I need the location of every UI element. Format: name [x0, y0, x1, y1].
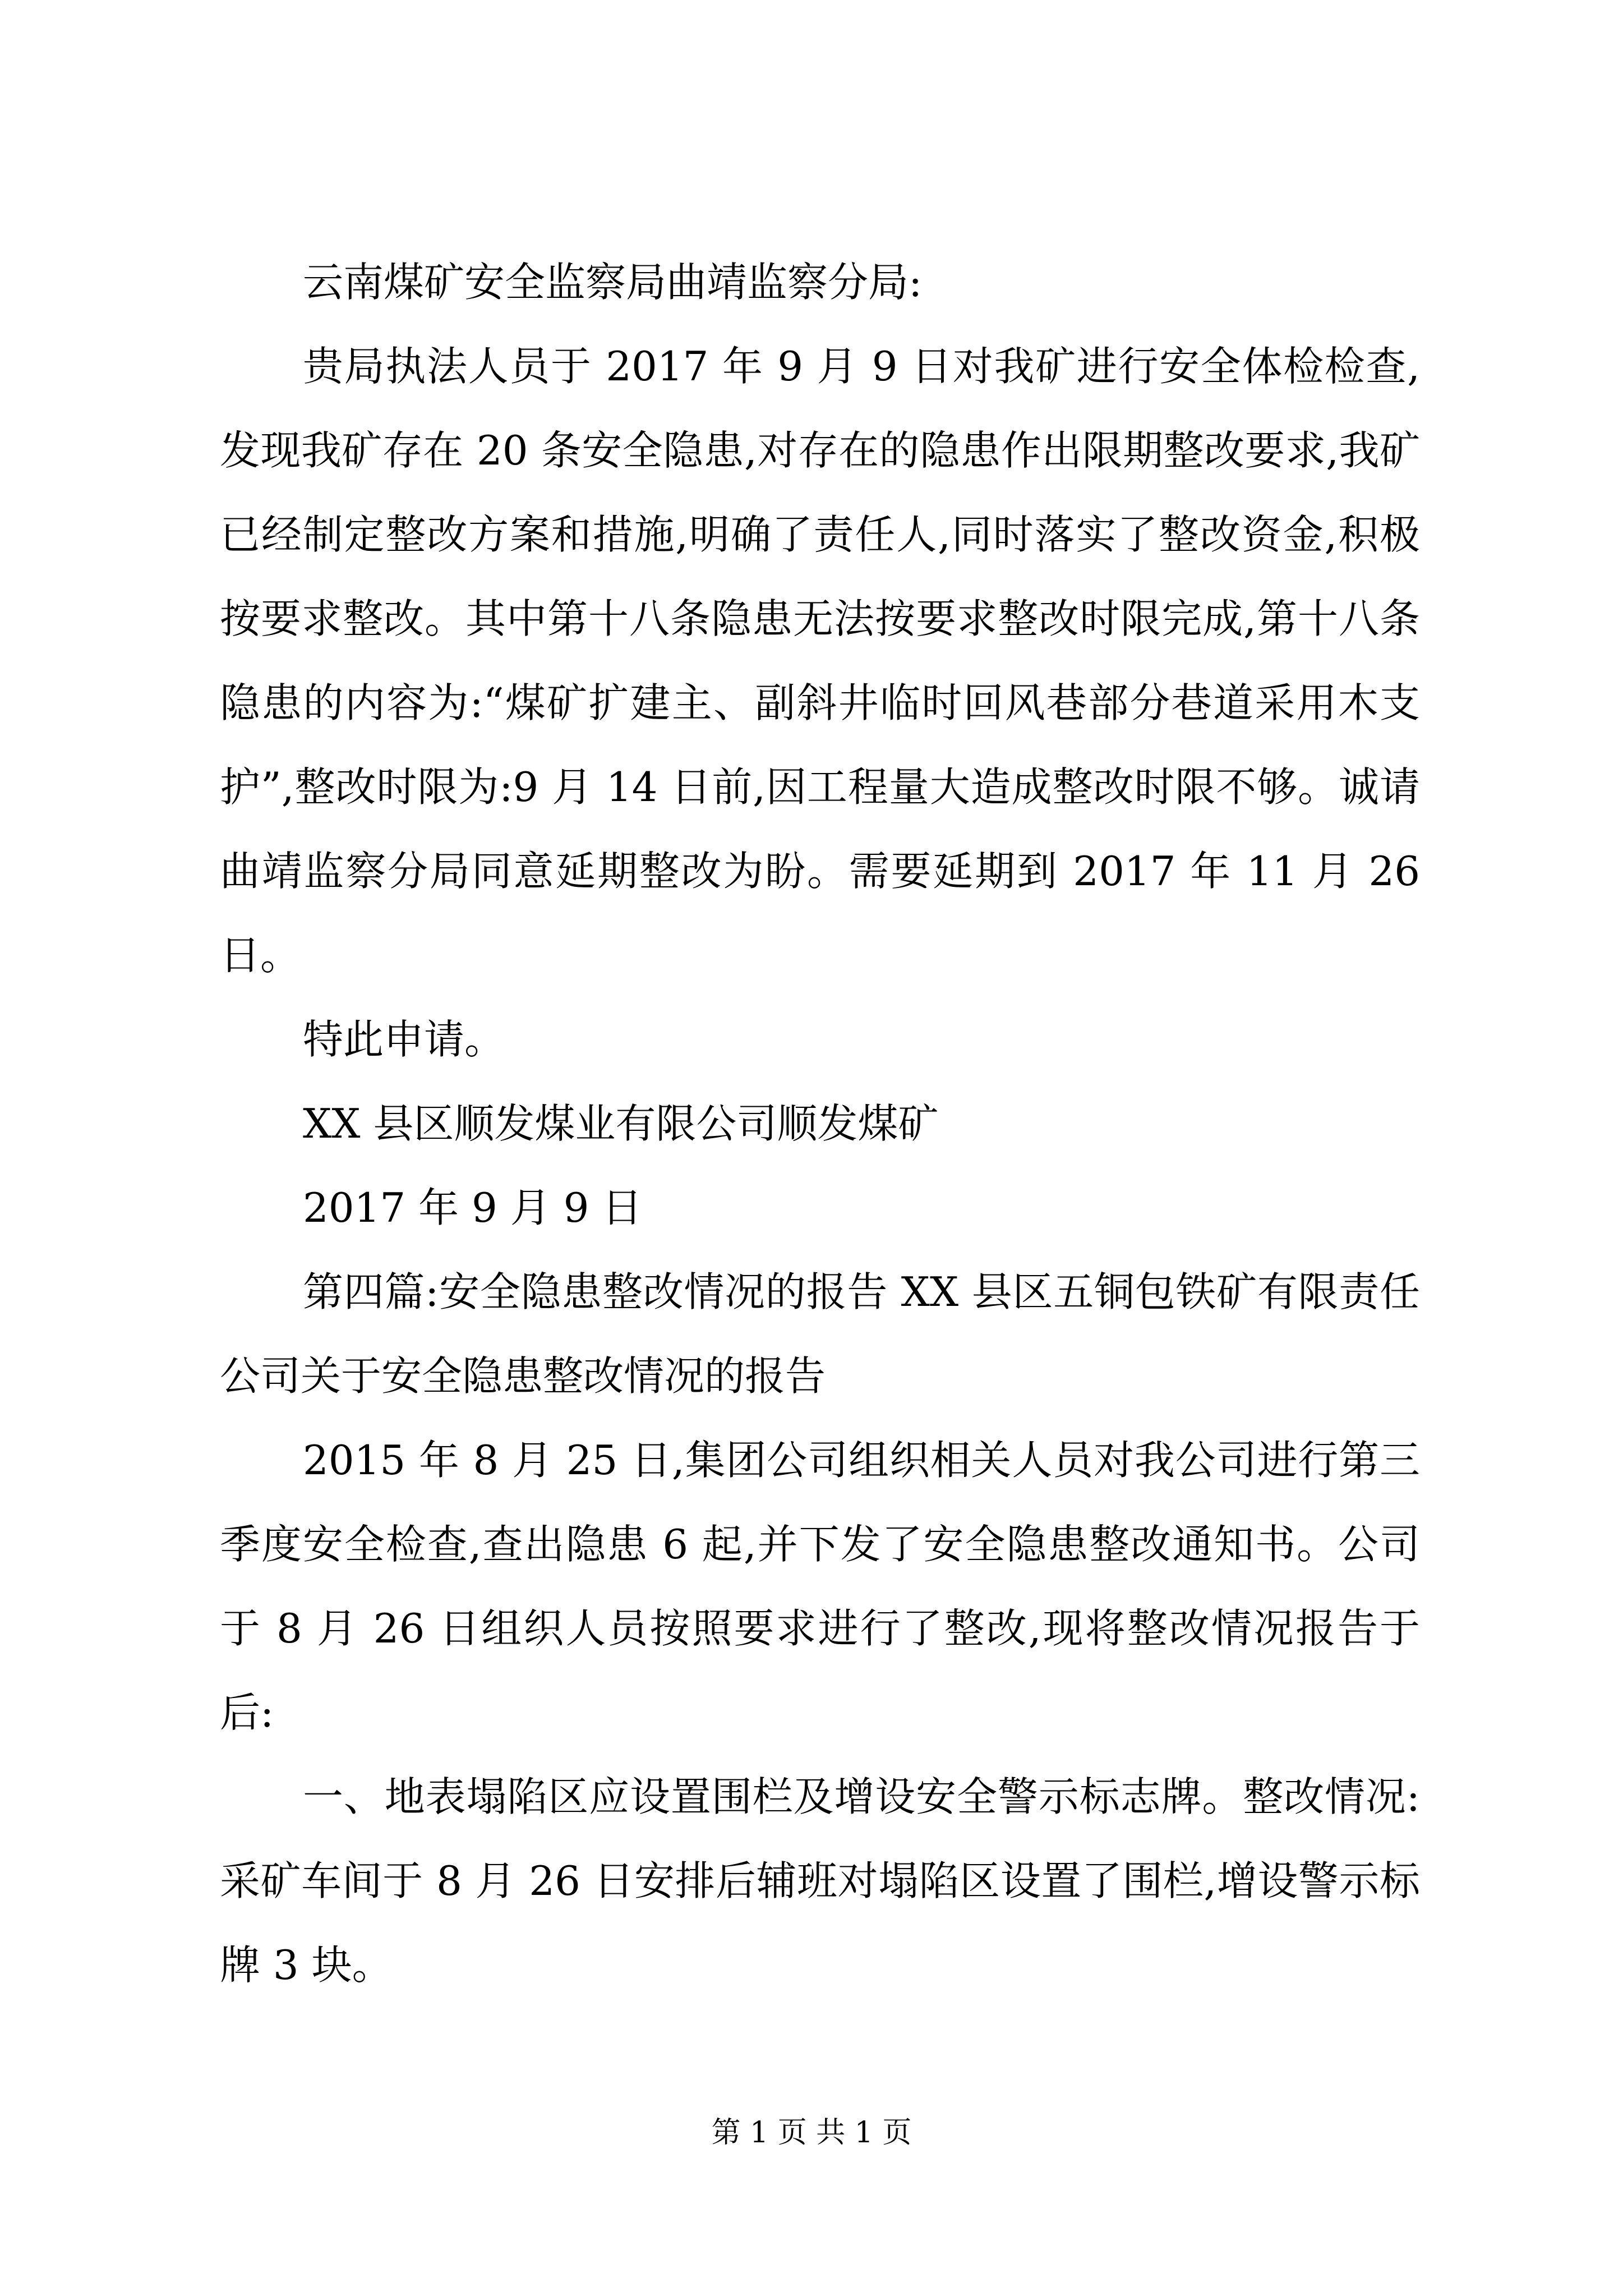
signature-date: 2017 年 9 月 9 日	[303, 1184, 643, 1231]
page-footer: 第 1 页 共 1 页	[711, 2116, 912, 2150]
salutation: 云南煤矿安全监察局曲靖监察分局:	[303, 259, 923, 306]
section-heading: 第四篇:安全隐患整改情况的报告 XX 县区五铜包铁矿有限责任公司关于安全隐患整改情况的报告	[220, 1268, 1420, 1400]
paragraph-item-one: 一、地表塌陷区应设置围栏及增设安全警示标志牌。整改情况:采矿车间于 8 月 26 日安排后辅班对塌陷区设置了围栏,增设警示标牌 3 块。	[220, 1773, 1420, 1989]
signature-company: XX 县区顺发煤业有限公司顺发煤矿	[303, 1100, 939, 1147]
document-body	[220, 240, 1420, 2007]
paragraph-request-body: 贵局执法人员于 2017 年 9 月 9 日对我矿进行安全体检检查,发现我矿存在 20 条安全隐患,对存在的隐患作出限期整改要求,我矿已经制定整改方案和措施,明确了责任人,同时落实了整改资金,积极按要求整改。其中第十八条隐患无法按要求整改时限完成,第十八条隐患的内容为:“煤矿扩建主、副斜井临时回风巷部分巷道采用木支护”,整改时限为:9 月 14 日前,因工程量大造成整改时限不够。诚请曲靖监察分局同意延期整改为盼。需要延期到 2017 年 11 月 26 日。	[220, 343, 1420, 979]
paragraph-closing: 特此申请。	[303, 1016, 505, 1063]
paragraph-report-intro: 2015 年 8 月 25 日,集团公司组织相关人员对我公司进行第三季度安全检查,查出隐患 6 起,并下发了安全隐患整改通知书。公司于 8 月 26 日组织人员按照要求进行了整改,现将整改情况报告于后:	[220, 1437, 1420, 1736]
